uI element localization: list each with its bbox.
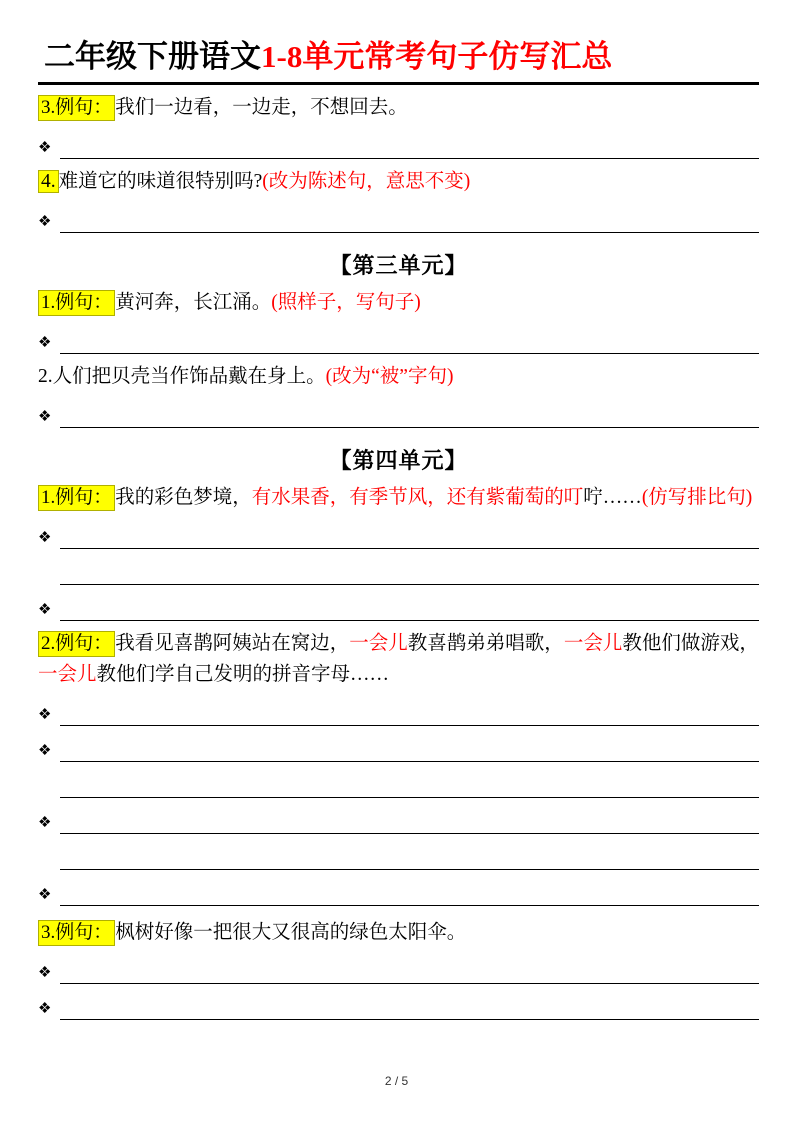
answer-line[interactable] — [38, 594, 759, 621]
write-rule[interactable] — [60, 832, 759, 834]
diamond-bullet-icon: ❖ — [38, 1001, 52, 1017]
answer-line[interactable] — [38, 558, 759, 585]
diamond-bullet-icon: ❖ — [38, 409, 52, 425]
unit3-item-2 — [38, 361, 759, 392]
unit-heading-3: 【第三单元】 — [329, 253, 468, 278]
page-title — [38, 34, 759, 85]
answer-line[interactable] — [38, 327, 759, 354]
example-text: 枫树好像一把很大又很高的绿色太阳伞。 — [115, 922, 467, 943]
example-text: 我们一边看，一边走，不想回去。 — [115, 97, 408, 118]
title-black-part: 二年级下册语文 — [44, 39, 261, 74]
question-instruction: (改为“被”字句) — [325, 366, 454, 387]
diamond-bullet-icon: ❖ — [38, 140, 52, 156]
write-rule[interactable] — [60, 868, 759, 870]
unit4-item-2 — [38, 628, 759, 690]
example-label: 1.例句： — [38, 485, 115, 511]
diamond-bullet-icon: ❖ — [38, 815, 52, 831]
diamond-bullet-icon: ❖ — [38, 965, 52, 981]
write-rule[interactable] — [60, 157, 759, 159]
write-rule[interactable] — [60, 231, 759, 233]
write-rule[interactable] — [60, 760, 759, 762]
question-text: 难道它的味道很特别吗? — [58, 171, 263, 192]
example-text: 黄河奔，长江涌。 — [115, 292, 272, 313]
example-text-part1: 我看见喜鹊阿姨站在窝边， — [115, 633, 350, 654]
write-rule[interactable] — [60, 796, 759, 798]
title-red-part: 1-8单元常考句子仿写汇总 — [261, 39, 613, 74]
diamond-bullet-icon: ❖ — [38, 602, 52, 618]
answer-line[interactable] — [38, 735, 759, 762]
question-instruction: (改为陈述句，意思不变) — [262, 171, 471, 192]
page-number: 2 / 5 — [384, 1074, 409, 1088]
diamond-bullet-icon: ❖ — [38, 335, 52, 351]
write-rule[interactable] — [60, 724, 759, 726]
example-label: 3.例句： — [38, 95, 115, 121]
write-rule[interactable] — [60, 1018, 759, 1020]
example-instruction: (仿写排比句) — [641, 487, 753, 508]
item-number: 2. — [38, 366, 53, 387]
write-rule[interactable] — [60, 352, 759, 354]
exercise-item-3 — [38, 92, 759, 123]
example-label: 3.例句： — [38, 920, 115, 946]
example-text-part2: 一会儿 — [349, 633, 408, 654]
unit4-item-1 — [38, 482, 759, 513]
answer-line[interactable] — [38, 206, 759, 233]
diamond-bullet-icon: ❖ — [38, 530, 52, 546]
example-text-part3: 教喜鹊弟弟唱歌， — [407, 633, 564, 654]
example-text-part2: 有水果香，有季节风，还有紫葡萄的叮 — [251, 487, 584, 508]
example-text-part4: 一会儿 — [563, 633, 623, 654]
answer-line[interactable] — [38, 132, 759, 159]
answer-line[interactable] — [38, 957, 759, 984]
answer-line[interactable] — [38, 843, 759, 870]
example-text-part6: 一会儿 — [38, 664, 97, 685]
title-divider — [38, 82, 759, 85]
example-text-part5: 教他们做游戏， — [622, 633, 759, 654]
diamond-bullet-icon: ❖ — [38, 887, 52, 903]
unit3-item-1 — [38, 287, 759, 318]
answer-line[interactable] — [38, 699, 759, 726]
diamond-bullet-icon: ❖ — [38, 743, 52, 759]
write-rule[interactable] — [60, 547, 759, 549]
answer-line[interactable] — [38, 993, 759, 1020]
exercise-item-4 — [38, 166, 759, 197]
question-text: 人们把贝壳当作饰品戴在身上。 — [52, 366, 326, 387]
diamond-bullet-icon-blank — [38, 868, 60, 870]
write-rule[interactable] — [60, 904, 759, 906]
write-rule[interactable] — [60, 619, 759, 621]
answer-line[interactable] — [38, 771, 759, 798]
diamond-bullet-icon-blank — [38, 796, 60, 798]
answer-line[interactable] — [38, 401, 759, 428]
example-instruction: (照样子，写句子) — [271, 292, 421, 313]
diamond-bullet-icon: ❖ — [38, 707, 52, 723]
example-label: 2.例句： — [38, 631, 115, 657]
item-number: 4. — [38, 170, 59, 193]
example-text-part1: 我的彩色梦境， — [115, 487, 252, 508]
answer-line[interactable] — [38, 807, 759, 834]
write-rule[interactable] — [60, 426, 759, 428]
write-rule[interactable] — [60, 583, 759, 585]
example-text-part3: 咛…… — [583, 487, 642, 508]
unit-heading-4: 【第四单元】 — [329, 448, 468, 473]
answer-line[interactable] — [38, 879, 759, 906]
diamond-bullet-icon-blank — [38, 583, 60, 585]
write-rule[interactable] — [60, 982, 759, 984]
answer-line[interactable] — [38, 522, 759, 549]
example-label: 1.例句： — [38, 290, 115, 316]
unit4-item-3 — [38, 917, 759, 948]
diamond-bullet-icon: ❖ — [38, 214, 52, 230]
example-text-part7: 教他们学自己发明的拼音字母…… — [96, 664, 390, 685]
